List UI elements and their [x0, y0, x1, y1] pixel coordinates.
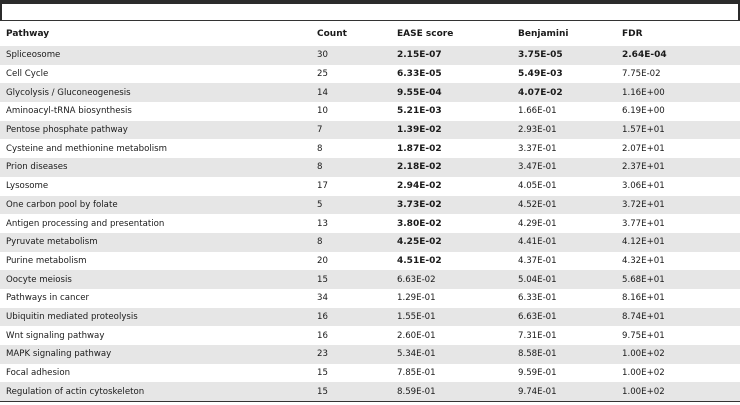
cell-benjamini: 1.66E-01 [512, 102, 616, 121]
cell-ease-score: 5.21E-03 [391, 102, 512, 121]
cell-ease-score: 8.59E-01 [391, 382, 512, 401]
table-row [0, 252, 740, 271]
cell-benjamini: 8.58E-01 [512, 345, 616, 364]
cell-benjamini: 6.63E-01 [512, 308, 616, 327]
cell-fdr: 2.64E-04 [616, 46, 740, 65]
cell-fdr: 1.00E+02 [616, 345, 740, 364]
header-count: Count [317, 29, 347, 39]
cell-fdr: 1.57E+01 [616, 121, 740, 140]
table-row [0, 177, 740, 196]
table-body [0, 46, 740, 401]
cell-ease-score: 2.15E-07 [391, 46, 512, 65]
cell-ease-score: 9.55E-04 [391, 83, 512, 102]
cell-ease-score: 5.34E-01 [391, 345, 512, 364]
cell-ease-score: 4.25E-02 [391, 233, 512, 252]
header-ease-score: EASE score [397, 29, 454, 39]
cell-count: 20 [311, 252, 391, 271]
cell-count: 13 [311, 214, 391, 233]
top-border [0, 0, 740, 4]
cell-fdr: 1.16E+00 [616, 83, 740, 102]
cell-count: 15 [311, 382, 391, 401]
cell-benjamini: 2.93E-01 [512, 121, 616, 140]
header-top-rule [0, 20, 740, 21]
cell-pathway: Spliceosome [0, 46, 311, 65]
cell-pathway: Lysosome [0, 177, 311, 196]
cell-ease-score: 4.51E-02 [391, 252, 512, 271]
left-border [0, 0, 2, 20]
cell-fdr: 3.72E+01 [616, 196, 740, 215]
cell-count: 23 [311, 345, 391, 364]
header-benjamini: Benjamini [518, 29, 569, 39]
cell-ease-score: 2.94E-02 [391, 177, 512, 196]
cell-count: 30 [311, 46, 391, 65]
cell-pathway: Glycolysis / Gluconeogenesis [0, 83, 311, 102]
table-row [0, 364, 740, 383]
table-row [0, 345, 740, 364]
cell-count: 7 [311, 121, 391, 140]
cell-fdr: 1.00E+02 [616, 382, 740, 401]
table-row [0, 382, 740, 401]
cell-pathway: Cysteine and methionine metabolism [0, 139, 311, 158]
cell-fdr: 4.12E+01 [616, 233, 740, 252]
cell-benjamini: 3.47E-01 [512, 158, 616, 177]
cell-benjamini: 3.37E-01 [512, 139, 616, 158]
cell-pathway: Aminoacyl-tRNA biosynthesis [0, 102, 311, 121]
cell-benjamini: 4.29E-01 [512, 214, 616, 233]
cell-ease-score: 2.60E-01 [391, 326, 512, 345]
cell-count: 34 [311, 289, 391, 308]
cell-fdr: 4.32E+01 [616, 252, 740, 271]
table-row [0, 289, 740, 308]
table-row [0, 65, 740, 84]
cell-fdr: 5.68E+01 [616, 270, 740, 289]
cell-fdr: 7.75E-02 [616, 65, 740, 84]
cell-ease-score: 1.55E-01 [391, 308, 512, 327]
cell-pathway: Pentose phosphate pathway [0, 121, 311, 140]
cell-count: 5 [311, 196, 391, 215]
cell-count: 8 [311, 158, 391, 177]
cell-count: 25 [311, 65, 391, 84]
table-row [0, 139, 740, 158]
cell-fdr: 8.16E+01 [616, 289, 740, 308]
table-row [0, 326, 740, 345]
cell-pathway: Purine metabolism [0, 252, 311, 271]
cell-fdr: 2.37E+01 [616, 158, 740, 177]
cell-count: 16 [311, 308, 391, 327]
cell-pathway: One carbon pool by folate [0, 196, 311, 215]
cell-fdr: 2.07E+01 [616, 139, 740, 158]
table-row [0, 270, 740, 289]
cell-benjamini: 7.31E-01 [512, 326, 616, 345]
cell-benjamini: 9.59E-01 [512, 364, 616, 383]
cell-ease-score: 6.63E-02 [391, 270, 512, 289]
cell-pathway: Pyruvate metabolism [0, 233, 311, 252]
table-row [0, 46, 740, 65]
cell-count: 15 [311, 270, 391, 289]
cell-pathway: Focal adhesion [0, 364, 311, 383]
header-row [0, 22, 740, 46]
cell-count: 15 [311, 364, 391, 383]
cell-benjamini: 5.49E-03 [512, 65, 616, 84]
cell-ease-score: 7.85E-01 [391, 364, 512, 383]
cell-pathway: Prion diseases [0, 158, 311, 177]
table-row [0, 308, 740, 327]
cell-pathway: Pathways in cancer [0, 289, 311, 308]
cell-count: 8 [311, 233, 391, 252]
cell-pathway: Ubiquitin mediated proteolysis [0, 308, 311, 327]
cell-pathway: Cell Cycle [0, 65, 311, 84]
cell-fdr: 1.00E+02 [616, 364, 740, 383]
cell-fdr: 3.77E+01 [616, 214, 740, 233]
cell-count: 10 [311, 102, 391, 121]
table-row [0, 196, 740, 215]
cell-ease-score: 1.29E-01 [391, 289, 512, 308]
cell-fdr: 3.06E+01 [616, 177, 740, 196]
cell-benjamini: 5.04E-01 [512, 270, 616, 289]
header-fdr: FDR [622, 29, 643, 39]
cell-count: 16 [311, 326, 391, 345]
pathway-table [0, 22, 740, 401]
table-row [0, 233, 740, 252]
cell-benjamini: 4.37E-01 [512, 252, 616, 271]
cell-count: 8 [311, 139, 391, 158]
cell-count: 14 [311, 83, 391, 102]
table-row [0, 214, 740, 233]
cell-benjamini: 4.41E-01 [512, 233, 616, 252]
cell-ease-score: 2.18E-02 [391, 158, 512, 177]
cell-benjamini: 4.52E-01 [512, 196, 616, 215]
cell-benjamini: 9.74E-01 [512, 382, 616, 401]
table-row [0, 158, 740, 177]
cell-pathway: Oocyte meiosis [0, 270, 311, 289]
cell-ease-score: 3.80E-02 [391, 214, 512, 233]
cell-ease-score: 6.33E-05 [391, 65, 512, 84]
table-row [0, 83, 740, 102]
cell-pathway: MAPK signaling pathway [0, 345, 311, 364]
cell-pathway: Regulation of actin cytoskeleton [0, 382, 311, 401]
cell-benjamini: 4.07E-02 [512, 83, 616, 102]
cell-pathway: Wnt signaling pathway [0, 326, 311, 345]
cell-ease-score: 3.73E-02 [391, 196, 512, 215]
cell-fdr: 6.19E+00 [616, 102, 740, 121]
table-row [0, 102, 740, 121]
table-header [0, 22, 740, 46]
cell-ease-score: 1.87E-02 [391, 139, 512, 158]
cell-count: 17 [311, 177, 391, 196]
header-pathway: Pathway [6, 29, 50, 39]
cell-fdr: 8.74E+01 [616, 308, 740, 327]
cell-fdr: 9.75E+01 [616, 326, 740, 345]
cell-pathway: Antigen processing and presentation [0, 214, 311, 233]
cell-benjamini: 6.33E-01 [512, 289, 616, 308]
cell-benjamini: 4.05E-01 [512, 177, 616, 196]
cell-ease-score: 1.39E-02 [391, 121, 512, 140]
table-bottom-rule [0, 401, 740, 402]
table-row [0, 121, 740, 140]
cell-benjamini: 3.75E-05 [512, 46, 616, 65]
